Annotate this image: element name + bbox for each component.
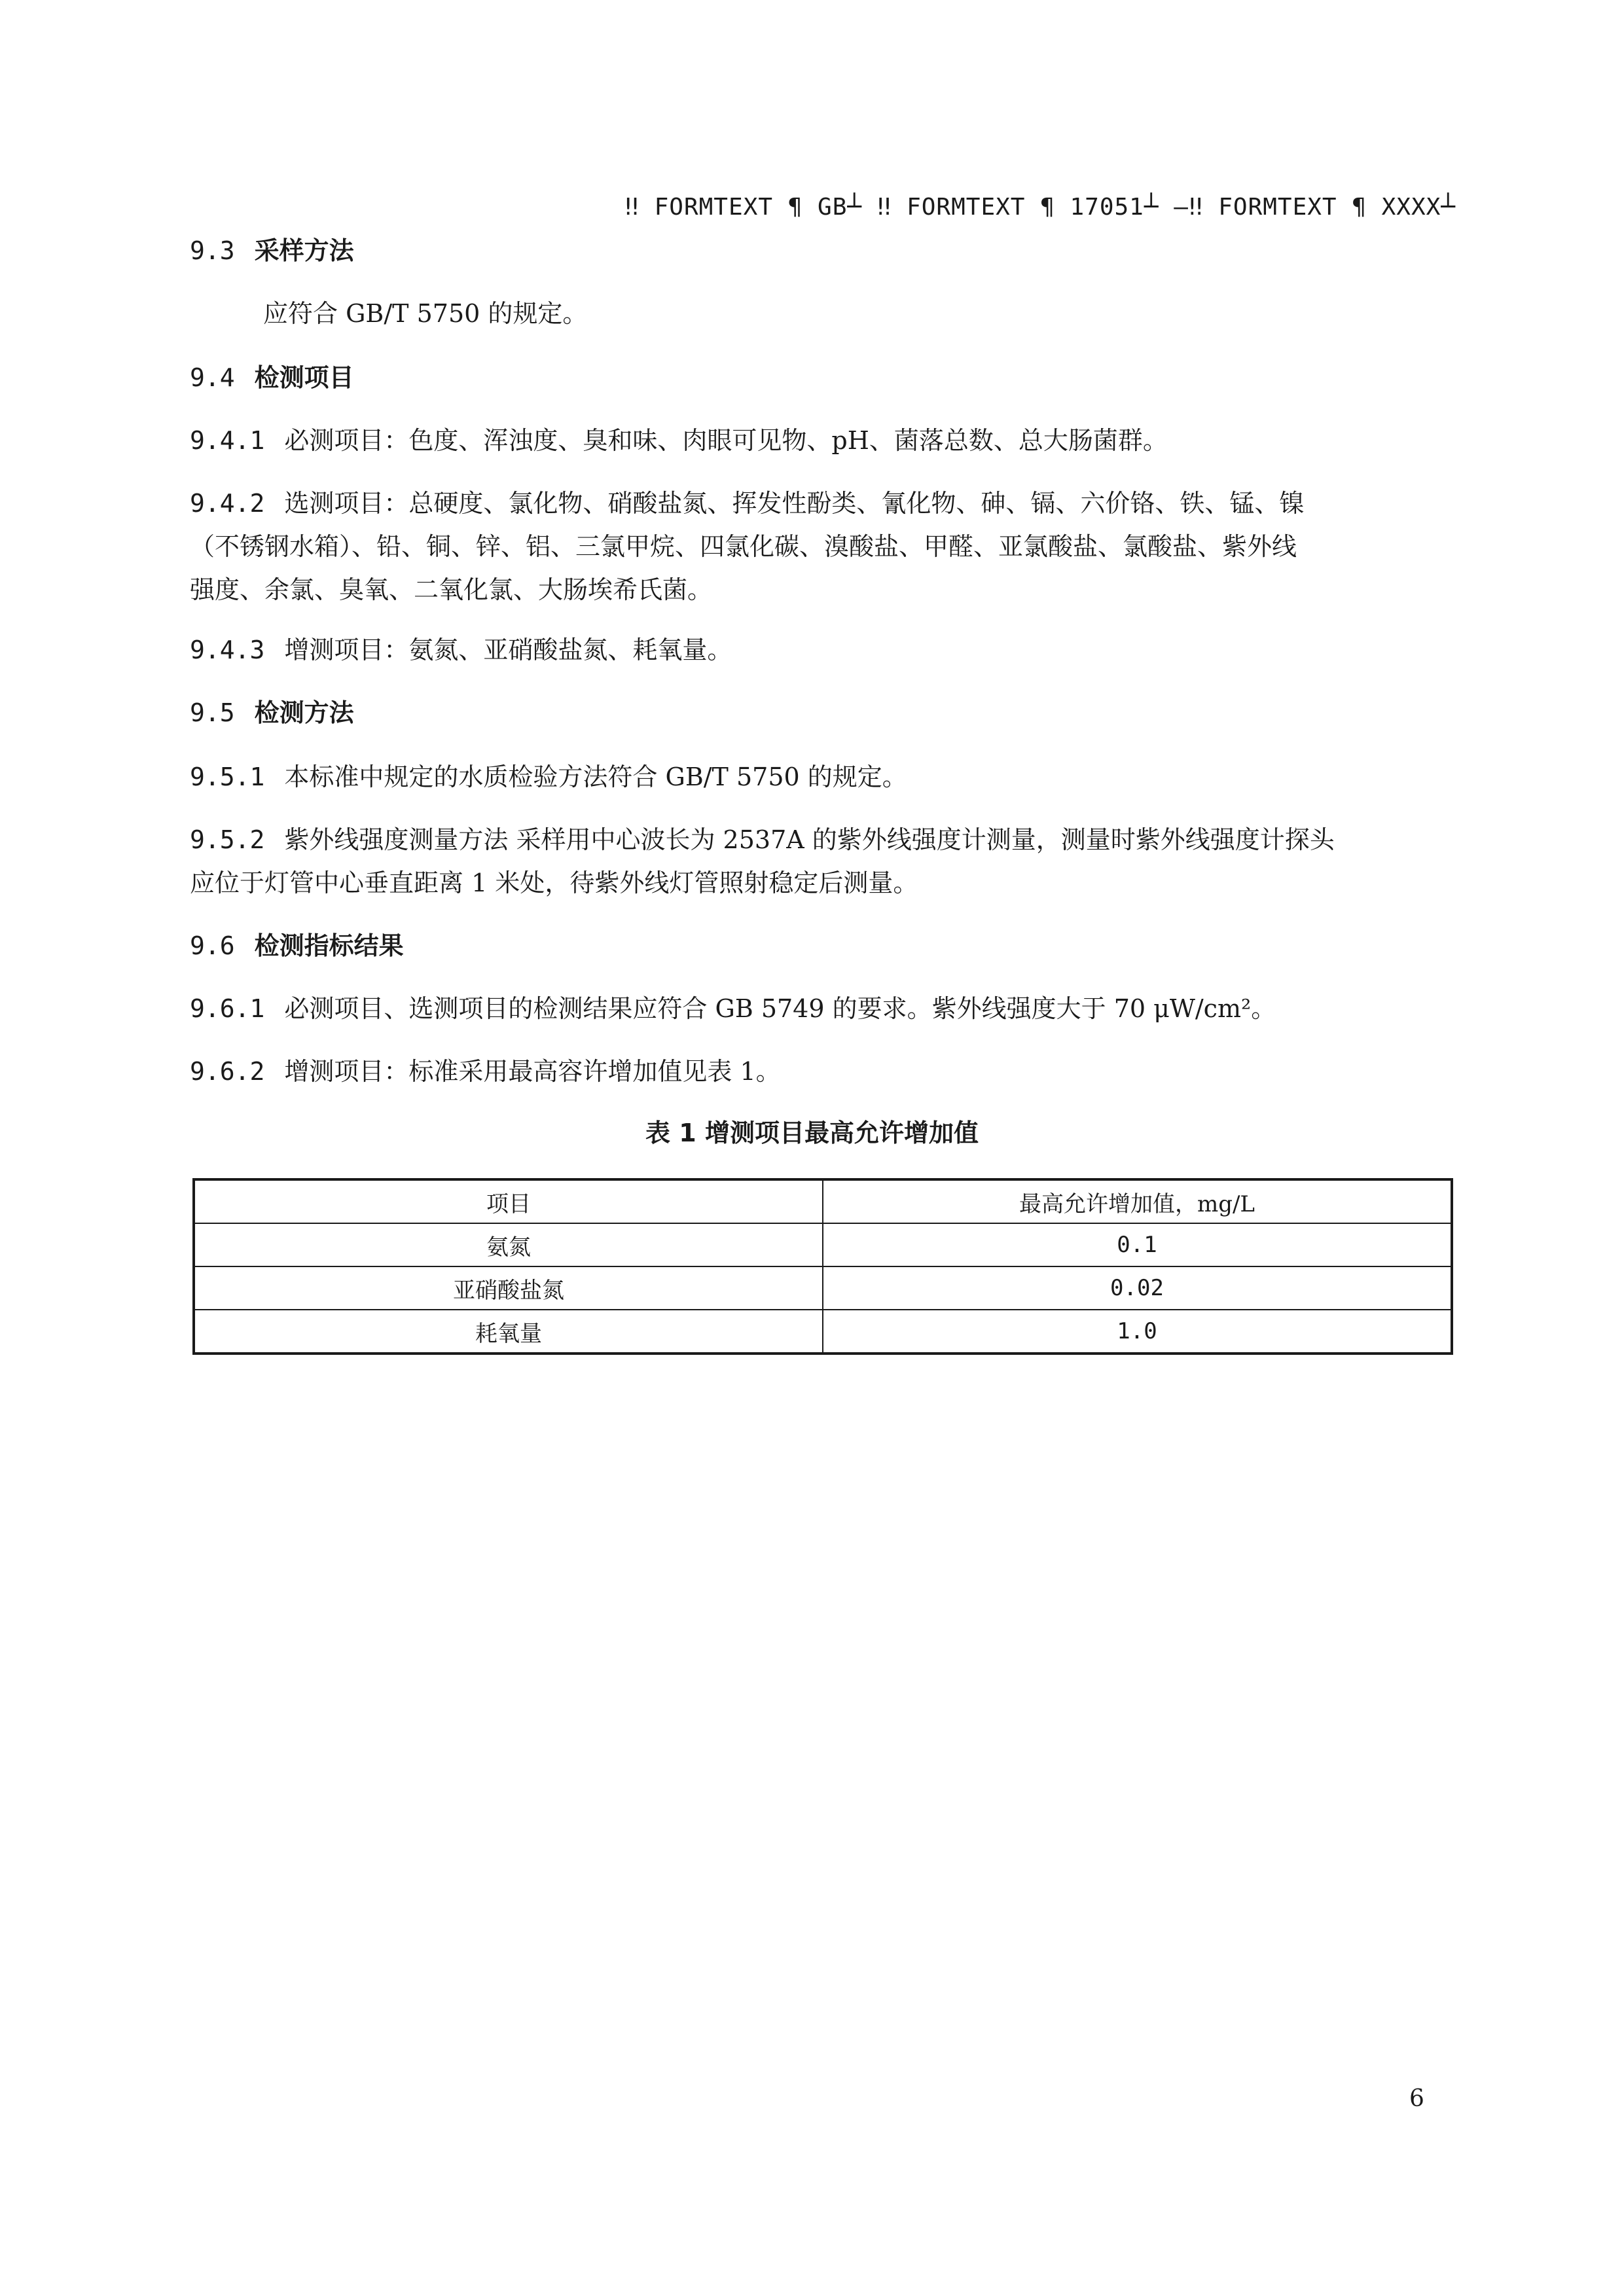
section-9-4-heading [190,356,1460,399]
section-9-6-heading [190,924,1460,967]
section-9-5-2-line2: 应位于灯管中心垂直距离 1 米处，待紫外线灯管照射稳定后测量。 [190,869,918,897]
section-text: 必测项目：色度、浑浊度、臭和味、肉眼可见物、pH、菌落总数、总大肠菌群。 [284,426,1168,455]
section-number: 9.4 [190,363,235,392]
table-cell-value: 0.02 [823,1266,1452,1310]
table-header-cell: 项目 [194,1179,823,1223]
section-9-3-heading [190,229,1460,272]
section-number: 9.4.3 [190,636,265,664]
section-9-5-1 [190,755,1460,798]
section-number: 9.5 [190,698,235,727]
section-title: 采样方法 [254,236,354,265]
section-text: 紫外线强度测量方法 采样用中心波长为 2537A 的紫外线强度计测量，测量时紫外线强度计探头 [284,825,1335,854]
section-number: 9.6.1 [190,994,265,1023]
section-number: 9.4.1 [190,426,265,455]
data-table [192,1178,1453,1355]
section-text: 增测项目：标准采用最高容许增加值见表 1。 [284,1057,781,1086]
section-9-5-2-line1 [190,818,1460,861]
section-9-3-text: 应符合 GB/T 5750 的规定。 [263,299,588,328]
section-number: 9.5.1 [190,762,265,791]
table-title: 表 1 增测项目最高允许增加值 [645,1119,979,1147]
table-cell-item: 亚硝酸盐氮 [194,1266,823,1310]
section-number: 9.6 [190,931,235,960]
section-9-6-2 [190,1050,1460,1093]
table-header-row [194,1179,1452,1223]
table-cell-item: 耗氧量 [194,1310,823,1354]
section-number: 9.3 [190,236,235,265]
section-text: 本标准中规定的水质检验方法符合 GB/T 5750 的规定。 [284,762,907,791]
section-text: 增测项目：氨氮、亚硝酸盐氮、耗氧量。 [284,636,732,664]
page-header: ‼ FORMTEXT ¶ GB┴ ‼ FORMTEXT ¶ 17051┴ —‼ FORMTEXT ¶ XXXX┴ [624,194,1456,221]
table-cell-value: 0.1 [823,1223,1452,1266]
section-number: 9.4.2 [190,489,265,518]
section-9-4-2-line2: （不锈钢水箱）、铅、铜、锌、铝、三氯甲烷、四氯化碳、溴酸盐、甲醛、亚氯酸盐、氯酸盐、紫外线 [190,532,1297,561]
table-row [194,1223,1452,1266]
table-row [194,1310,1452,1354]
table-header-cell: 最高允许增加值，mg/L [823,1179,1452,1223]
section-9-4-3 [190,628,1460,672]
table-cell-item: 氨氮 [194,1223,823,1266]
section-title: 检测项目 [254,363,354,392]
section-title: 检测方法 [254,698,354,727]
section-text: 必测项目、选测项目的检测结果应符合 GB 5749 的要求。紫外线强度大于 70 μW/cm²。 [284,994,1276,1023]
section-number: 9.6.2 [190,1057,265,1086]
section-9-5-heading [190,691,1460,734]
table-row [194,1266,1452,1310]
section-number: 9.5.2 [190,825,265,854]
section-title: 检测指标结果 [254,931,404,960]
table-cell-value: 1.0 [823,1310,1452,1354]
section-9-4-2-line1 [190,482,1460,525]
section-9-4-2-line3: 强度、余氯、臭氧、二氧化氯、大肠埃希氏菌。 [190,575,713,604]
section-9-6-1 [190,987,1460,1030]
section-text: 选测项目：总硬度、氯化物、硝酸盐氮、挥发性酚类、氰化物、砷、镉、六价铬、铁、锰、镍 [284,489,1305,518]
page-number: 6 [1409,2085,1424,2112]
section-9-4-1 [190,419,1460,462]
